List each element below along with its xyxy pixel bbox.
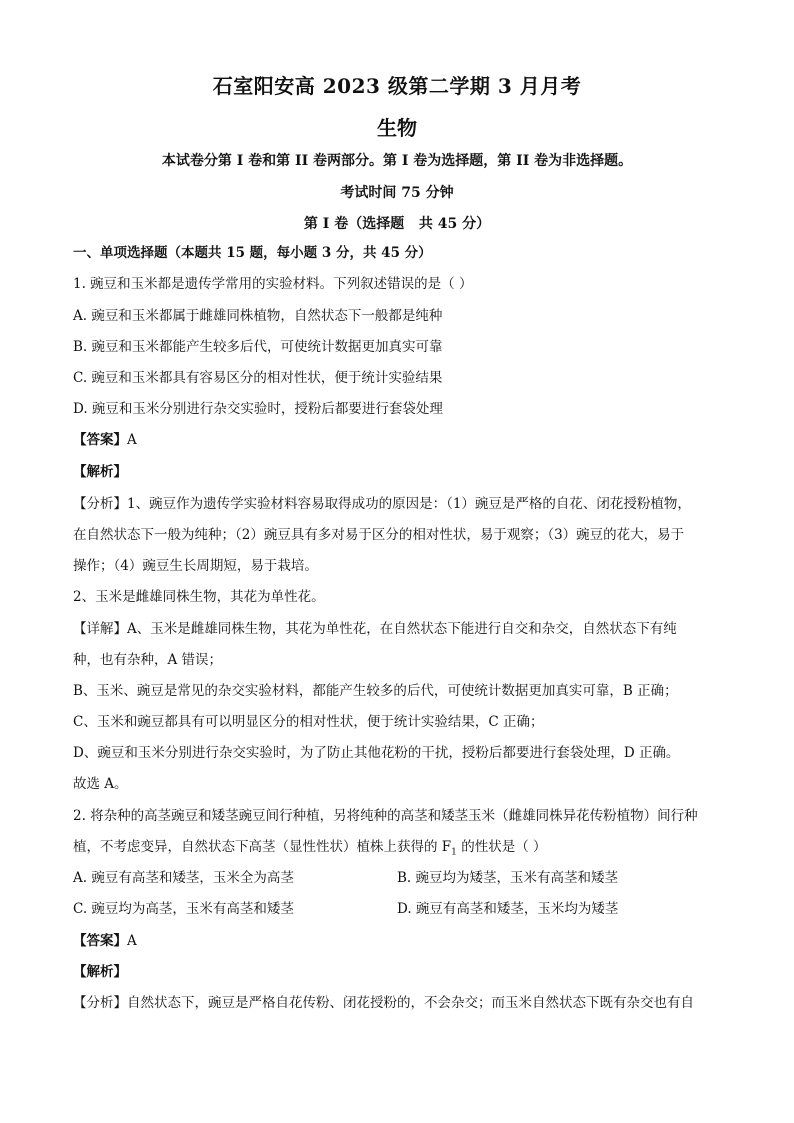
exam-title: 石室阳安高 2023 级第二学期 3 月月考 [212,74,582,98]
q2-option-c: C. 豌豆均为高茎，玉米有高茎和矮茎 [73,901,294,917]
q1-option-d: D. 豌豆和玉米分别进行杂交实验时，授粉后都要进行套袋处理 [73,401,443,417]
subject-title: 生物 [377,116,417,140]
answer-label: 【答案】 [73,933,127,949]
q1-analysis-line: 【分析】1、豌豆作为遗传学实验材料容易取得成功的原因是：（1）豌豆是严格的自花、闭花授粉植物， [73,496,691,512]
q2-analysis-label: 【解析】 [73,964,127,980]
q1-analysis-line: 2、玉米是雌雄同株生物，其花为单性花。 [73,589,325,605]
q1-option-a: A. 豌豆和玉米都属于雌雄同株植物，自然状态下一般都是纯种 [73,308,443,324]
q1-analysis-line: 【详解】A、玉米是雌雄同株生物，其花为单性花，在自然状态下能进行自交和杂交，自然状态下有纯 [73,621,677,637]
q2-stem-line2: 植，不考虑变异，自然状态下高茎（显性性状）植株上获得的 $F_1$ 的性状是（ ） [73,839,547,858]
q1-analysis-line: C、玉米和豌豆都具有可以明显区分的相对性状，便于统计实验结果，C 正确； [73,714,544,730]
q1-analysis-line: B、玉米、豌豆是常见的杂交实验材料，都能产生较多的后代，可使统计数据更加真实可靠，B 正确； [73,683,678,699]
section-heading: 一、单项选择题（本题共 15 题，每小题 3 分，共 45 分） [73,245,432,261]
part-heading: 第 I 卷（选择题 共 45 分） [303,216,491,232]
q2-option-b: B. 豌豆均为矮茎，玉米有高茎和矮茎 [397,870,619,886]
answer-value: A [127,933,137,949]
q2-option-a: A. 豌豆有高茎和矮茎，玉米全为高茎 [73,870,294,886]
q1-analysis-label: 【解析】 [73,464,127,480]
q1-option-b: B. 豌豆和玉米都能产生较多后代，可使统计数据更加真实可靠 [73,339,443,355]
q2-answer [73,931,723,951]
q1-answer [73,430,723,450]
q2-analysis-line: 【分析】自然状态下，豌豆是严格自花传粉、闭花授粉的，不会杂交；而玉米自然状态下既有杂交也有自 [73,995,694,1011]
answer-label: 【答案】 [73,432,127,448]
exam-note: 本试卷分第 I 卷和第 II 卷两部分。第 I 卷为选择题，第 II 卷为非选择题。 [161,153,633,169]
answer-value: A [127,432,137,448]
q1-analysis-line: 在自然状态下一般为纯种；（2）豌豆具有多对易于区分的相对性状，易于观察；（3）豌豆的花大，易于 [73,527,685,543]
q1-stem: 1. 豌豆和玉米都是遗传学常用的实验材料。下列叙述错误的是（ ） [73,276,473,292]
q1-analysis-line: 种，也有杂种，A 错误； [73,652,223,668]
q1-option-c: C. 豌豆和玉米都具有容易区分的相对性状，便于统计实验结果 [73,370,443,386]
q1-analysis-line: 操作；（4）豌豆生长周期短，易于栽培。 [73,558,318,574]
q1-analysis-line: D、豌豆和玉米分别进行杂交实验时，为了防止其他花粉的干扰，授粉后都要进行套袋处理，D 正确。 [73,745,680,761]
q2-stem-line1: 2. 将杂种的高茎豌豆和矮茎豌豆间行种植，另将纯种的高茎和矮茎玉米（雌雄同株异花传粉植物）间行种 [73,808,698,824]
q2-option-d: D. 豌豆有高茎和矮茎，玉米均为矮茎 [397,901,619,917]
q1-analysis-line: 故选 A。 [73,776,128,792]
exam-time: 考试时间 75 分钟 [340,185,454,201]
